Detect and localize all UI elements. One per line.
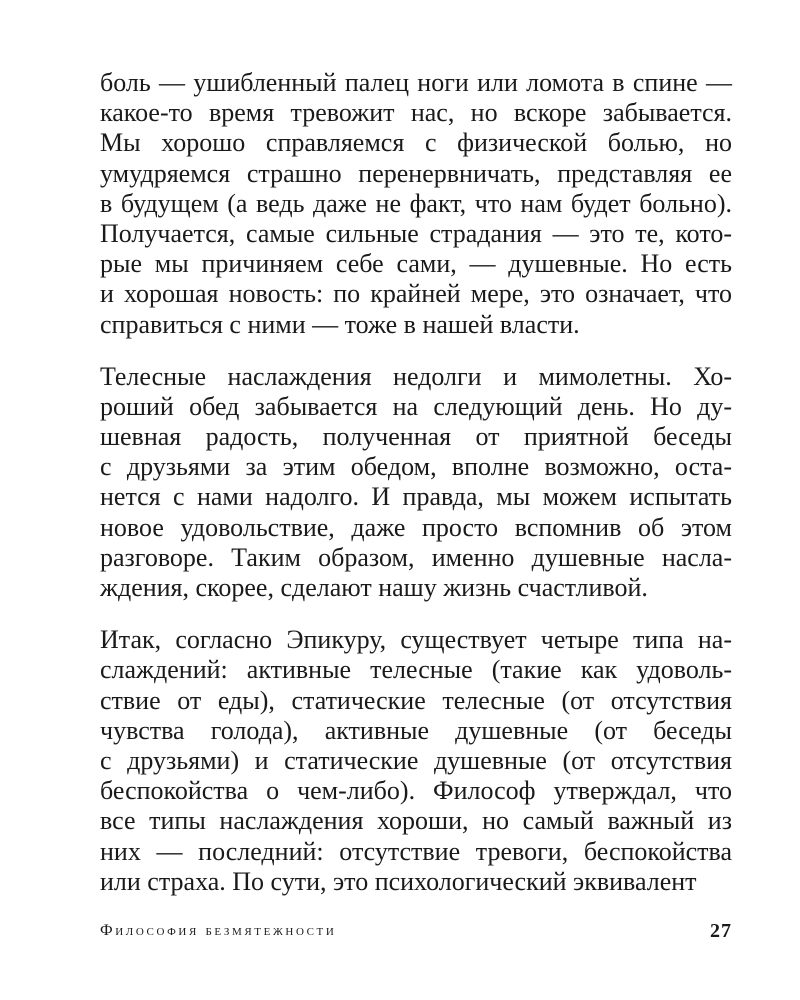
text-line: с друзьями за этим обедом, вполне возможно, оста- [100, 452, 732, 482]
page-footer [100, 920, 732, 950]
text-line: Получается, самые сильные страдания — это те, кото- [100, 218, 732, 248]
text-line: Телесные наслаждения недолги и мимолетны. Хо- [100, 361, 732, 391]
text-line: какое-то время тревожит нас, но вскоре забывается. [100, 98, 732, 128]
text-line: Мы хорошо справляемся с физической болью, но [100, 128, 732, 158]
text-line: Итак, согласно Эпикуру, существует четыре типа на- [100, 625, 732, 655]
body-text [100, 68, 732, 919]
text-line: боль — ушибленный палец ноги или ломота в спине — [100, 68, 732, 97]
text-line: слаждений: активные телесные (такие как удоволь- [100, 655, 732, 685]
text-line: в будущем (а ведь даже не факт, что нам будет больно). [100, 188, 732, 218]
page-number: 27 [710, 920, 732, 942]
paragraph-2 [100, 362, 732, 604]
text-line: новое удовольствие, даже просто вспомнив об этом [100, 512, 732, 542]
running-head: Философия безмятежности [100, 922, 337, 939]
text-line: ствие от еды), статические телесные (от отсутствия [100, 685, 732, 715]
text-line: или страха. По сути, это психологический эквивалент [100, 866, 697, 896]
text-line: ждения, скорее, сделают нашу жизнь счастливой. [100, 573, 648, 602]
text-line: разговоре. Таким образом, именно душевные насла- [100, 542, 732, 572]
text-line: справиться с ними — тоже в нашей власти. [100, 309, 580, 339]
text-line: беспокойства о чем-либо). Философ утверждал, что [100, 776, 732, 806]
paragraph-3 [100, 625, 732, 897]
text-line: все типы наслаждения хороши, но самый важный из [100, 806, 732, 836]
text-line: них — последний: отсутствие тревоги, беспокойства [100, 836, 732, 866]
text-line: и хорошая новость: по крайней мере, это означает, что [100, 279, 732, 309]
text-line: чувства голода), активные душевные (от беседы [100, 715, 732, 745]
text-line: роший обед забывается на следующий день. Но ду- [100, 391, 732, 421]
text-line: умудряемся страшно перенервничать, представляя ее [100, 158, 732, 188]
text-line: с друзьями) и статические душевные (от отсутствия [100, 745, 732, 775]
paragraph-1 [100, 68, 732, 340]
text-line: шевная радость, полученная от приятной беседы [100, 422, 732, 452]
text-line: рые мы причиняем себе сами, — душевные. Но есть [100, 249, 732, 279]
text-line: нется с нами надолго. И правда, мы можем испытать [100, 482, 732, 512]
